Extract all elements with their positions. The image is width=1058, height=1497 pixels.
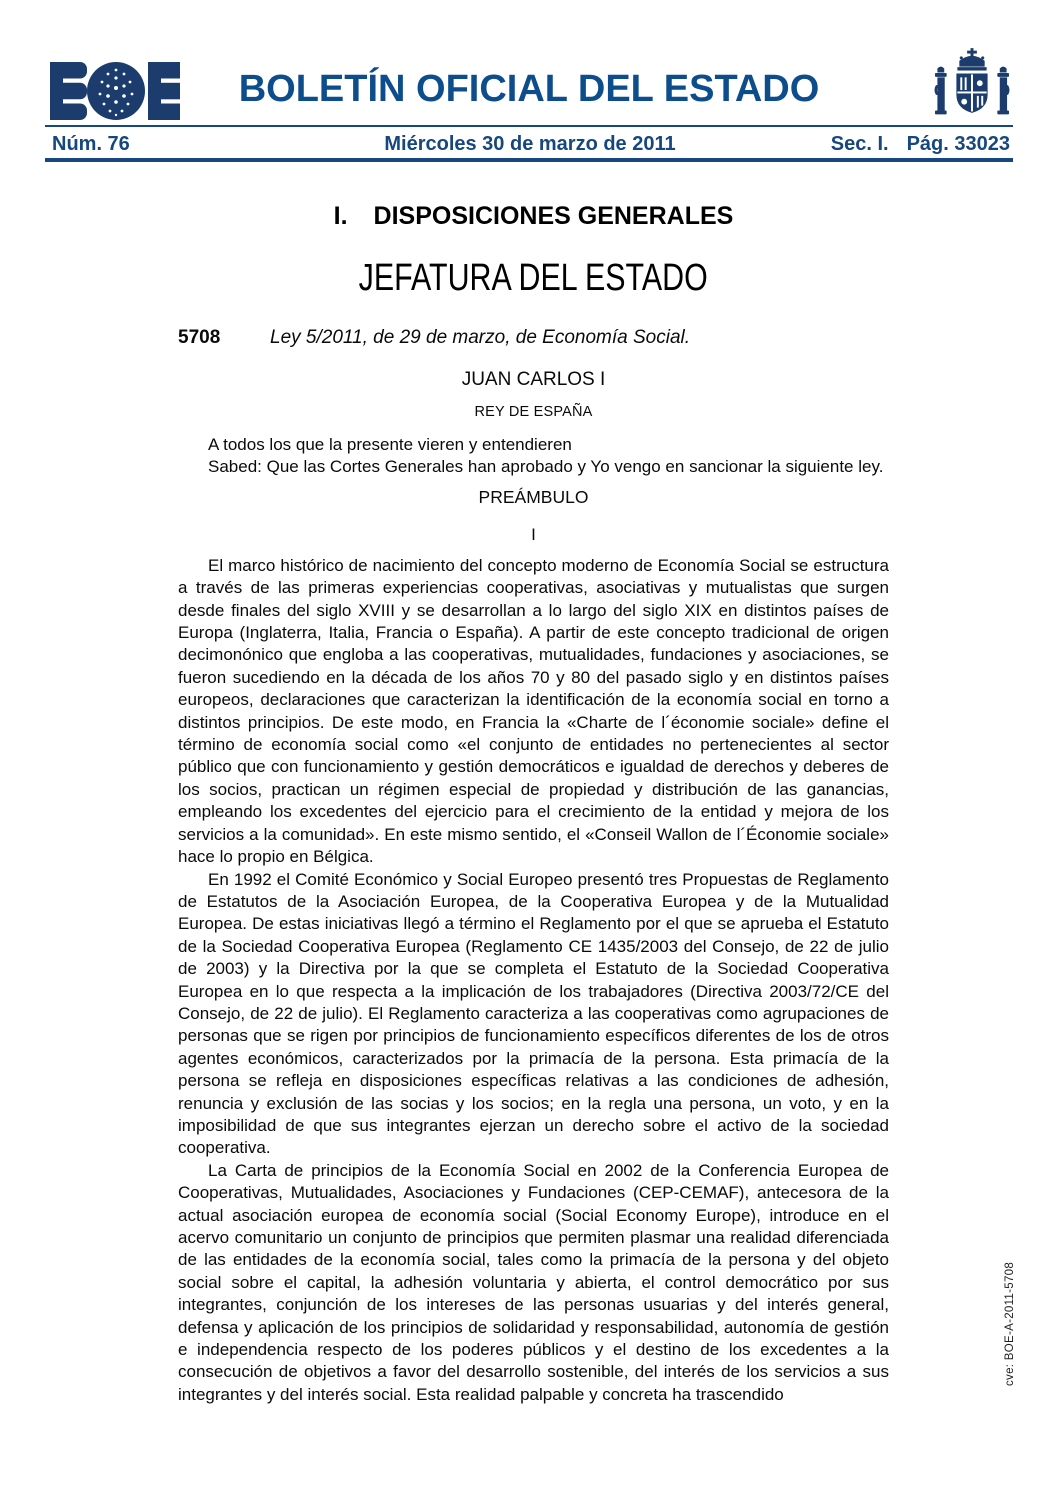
- law-entry-number: 5708: [178, 327, 221, 348]
- intro-line-1: A todos los que la presente vieren y entendieren: [208, 435, 572, 454]
- body-paragraph: En 1992 el Comité Económico y Social Europeo presentó tres Propuestas de Reglamento de Estatutos de la Asociación Europea, de la Cooperativa Europea y de la Mutualidad Europea. De estas iniciativas llegó a término el Reglamento por el que se aprueba el Estatuto de la Sociedad Cooperativa Europea (Reglamento CE 1435/2003 del Consejo, de 22 de julio de 2003) y la Directiva por la que se completa el Estatuto de la Sociedad Cooperativa Europea en lo que respecta a la implicación de los trabajadores (Directiva 2003/72/CE del Consejo, de 22 de julio). El Reglamento caracteriza a las cooperativas como agrupaciones de personas que se rigen por principios de funcionamiento específicos diferentes de los de otros agentes económicos, caracterizados por la primacía de la persona. Esta primacía de la persona se refleja en disposiciones específicas relativas a las condiciones de adhesión, renuncia y exclusión de las socias y los socios; en la regla una persona, un voto, y en la imposibilidad de que sus integrantes ejerzan un derecho sobre el activo de la sociedad cooperativa.: [178, 869, 889, 1158]
- part-numeral: I: [531, 524, 536, 544]
- body-paragraph: El marco histórico de nacimiento del concepto moderno de Economía Social se estructura a través de las primeras experiencias cooperativas, asociativas y mutualistas que surgen desde finales del siglo XVIII y se desarrollan a lo largo del siglo XIX en distintos países de Europa (Inglaterra, Italia, Francia o España). A partir de este concepto tradicional de origen decimonónico que engloba a las cooperativas, mutualidades, fundaciones y asociaciones, se fueron sucediendo en la década de los años 70 y 80 del pasado siglo y en distintos países europeos, declaraciones que caracterizan la identificación de la economía social en torno a distintos principios. De este modo, en Francia la «Charte de l´économie sociale» define el término de economía social como «el conjunto de entidades no pertenecientes al sector público que con funcionamiento y gestión democráticos e igualdad de derechos y deberes de los socios, practican un régimen especial de propiedad y distribución de las ganancias, empleando los excedentes del ejercicio para el crecimiento de la entidad y mejora de los servicios a la comunidad». En este mismo sentido, el «Conseil Wallon de l´Économie sociale» hace lo propio en Bélgica.: [178, 555, 889, 867]
- issue-number: Núm. 76: [52, 133, 130, 155]
- section-label: Sec. I.: [830, 133, 889, 155]
- issue-date: Miércoles 30 de marzo de 2011: [384, 133, 676, 155]
- intro-line-2: Sabed: Que las Cortes Generales han aprobado y Yo vengo en sancionar la siguiente ley.: [208, 457, 884, 477]
- section-and-page: [831, 133, 1010, 156]
- signatory-subtitle: REY DE ESPAÑA: [474, 404, 593, 420]
- department-heading: JEFATURA DEL ESTADO: [358, 257, 709, 299]
- preamble-heading: PREÁMBULO: [478, 486, 589, 507]
- masthead: [0, 0, 1058, 126]
- section-title: DISPOSICIONES GENERALES: [373, 202, 734, 230]
- body-paragraph: La Carta de principios de la Economía Social en 2002 de la Conferencia Europea de Cooperativas, Mutualidades, Asociaciones y Fundaciones (CEP-CEMAF), antecesora de la actual asociación europea de economía social (Social Economy Europe), introduce en el acervo comunitario un conjunto de principios que permiten plasmar una realidad diferenciada de las entidades de la economía social, tales como la primacía de la persona y del objeto social sobre el capital, la adhesión voluntaria y abierta, el control democrático por sus integrantes, conjunción de los intereses de las personas usuarias y del interés general, defensa y aplicación de los principios de solidaridad y responsabilidad, autonomía de gestión e independencia respecto de los poderes públicos y el destino de los excedentes a la consecución de objetivos a favor del desarrollo sostenible, del interés de los servicios a sus integrantes y del interés social. Esta realidad palpable y concreta ha trascendido: [178, 1160, 889, 1404]
- cve-identifier: cve: BOE-A-2011-5708: [1004, 1261, 1016, 1386]
- issue-info-bar: [50, 126, 1010, 158]
- header-rule-thick: [45, 158, 1013, 162]
- document-content: [178, 202, 889, 1406]
- signatory-name: JUAN CARLOS I: [461, 369, 606, 390]
- law-entry: [178, 327, 889, 349]
- law-entry-title: Ley 5/2011, de 29 de marzo, de Economía Social.: [270, 327, 691, 348]
- gazette-title: BOLETÍN OFICIAL DEL ESTADO: [238, 68, 820, 110]
- section-numeral: I.: [333, 202, 348, 230]
- page-number-label: Pág. 33023: [906, 133, 1010, 155]
- section-heading: [178, 202, 889, 231]
